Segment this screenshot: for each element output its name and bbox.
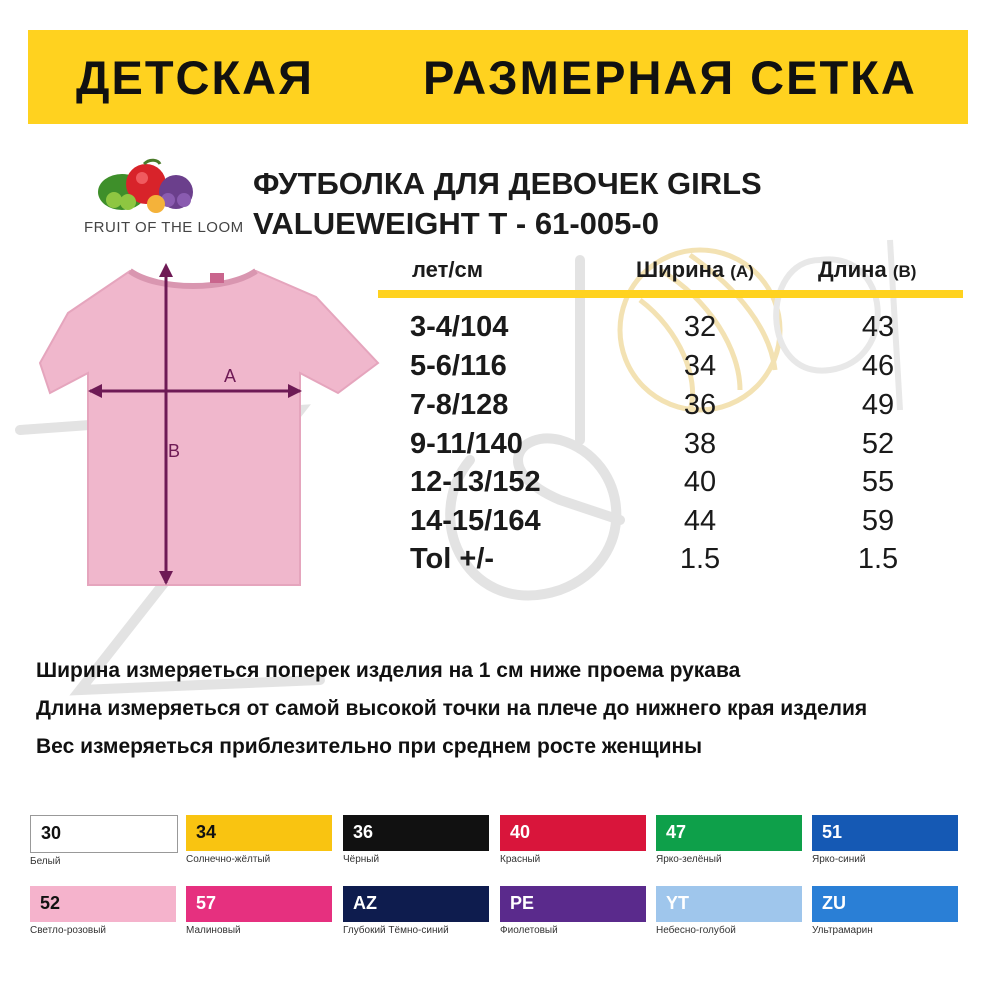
size-cell: 5-6/116 xyxy=(410,350,507,382)
color-name: Ультрамарин xyxy=(812,925,873,936)
table-row xyxy=(0,543,1000,581)
color-swatch xyxy=(812,815,960,865)
brand-logo-text: FRUIT OF THE LOOM xyxy=(84,219,244,236)
measurement-notes xyxy=(36,652,867,766)
column-header-width-label: Ширина xyxy=(636,257,725,282)
color-code: PE xyxy=(510,893,535,913)
table-row xyxy=(0,311,1000,349)
fruit-logo-icon xyxy=(84,156,218,216)
column-header-length-label: Длина xyxy=(818,257,887,282)
width-cell: 1.5 xyxy=(679,543,721,575)
color-swatch xyxy=(186,886,334,936)
color-name: Чёрный xyxy=(343,854,380,865)
color-swatch xyxy=(812,886,960,936)
column-header-length-unit: (B) xyxy=(892,262,917,281)
size-cell: Tol +/- xyxy=(410,543,495,575)
size-cell: 7-8/128 xyxy=(410,389,509,421)
color-swatch-box xyxy=(812,815,958,851)
color-name: Ярко-синий xyxy=(812,854,866,865)
width-cell: 34 xyxy=(683,350,717,382)
color-swatch xyxy=(500,815,648,865)
note-weight: Вес измеряеться приблезительно при среднем росте женщины xyxy=(36,735,703,758)
color-name: Красный xyxy=(500,854,541,865)
size-cell: 3-4/104 xyxy=(410,311,509,343)
size-cell: 14-15/164 xyxy=(410,505,541,537)
color-name: Солнечно-жёлтый xyxy=(186,854,271,865)
color-code: AZ xyxy=(353,893,377,913)
color-swatch-box xyxy=(343,886,489,922)
color-swatch xyxy=(343,886,491,936)
color-code: ZU xyxy=(822,893,846,913)
size-cell: 9-11/140 xyxy=(410,428,523,460)
color-name: Белый xyxy=(30,856,61,867)
length-cell: 59 xyxy=(861,505,895,537)
color-code: 36 xyxy=(353,822,374,842)
color-name: Фиолетовый xyxy=(500,925,558,936)
length-cell: 52 xyxy=(861,428,895,460)
color-code: 52 xyxy=(40,893,61,913)
color-swatch-box xyxy=(186,886,332,922)
color-name: Небесно-голубой xyxy=(656,925,736,936)
diagram-label-b: B xyxy=(168,441,181,461)
diagram-label-a: A xyxy=(224,366,237,386)
length-cell: 46 xyxy=(861,350,895,382)
color-swatch xyxy=(30,815,178,867)
color-swatch-box xyxy=(30,886,176,922)
width-cell: 38 xyxy=(683,428,717,460)
width-cell: 36 xyxy=(683,389,717,421)
color-name: Светло-розовый xyxy=(30,925,106,936)
width-cell: 40 xyxy=(683,466,717,498)
color-swatch xyxy=(500,886,648,936)
color-swatch-box xyxy=(500,886,646,922)
length-cell: 1.5 xyxy=(857,543,899,575)
color-swatch-box xyxy=(656,886,802,922)
color-swatch-box xyxy=(812,886,958,922)
width-cell: 44 xyxy=(683,505,717,537)
column-header-length xyxy=(818,257,916,283)
column-header-age: лет/см xyxy=(412,257,484,282)
color-name: Глубокий Тёмно-синий xyxy=(343,925,449,936)
color-code: 34 xyxy=(196,822,217,842)
color-name: Ярко-зелёный xyxy=(656,854,722,865)
color-swatch xyxy=(656,815,804,865)
note-width: Ширина измеряеться поперек изделия на 1 см ниже проема рукава xyxy=(36,659,741,682)
header-banner xyxy=(28,30,968,124)
color-code: 47 xyxy=(666,822,687,842)
length-cell: 43 xyxy=(861,311,895,343)
table-row xyxy=(0,466,1000,504)
color-swatch xyxy=(343,815,491,865)
color-swatch xyxy=(656,886,804,936)
color-swatch-box xyxy=(186,815,332,851)
product-title-line1: ФУТБОЛКА ДЛЯ ДЕВОЧЕК GIRLS xyxy=(253,166,762,201)
product-title-line2: VALUEWEIGHT T - 61-005-0 xyxy=(253,206,659,241)
table-row xyxy=(0,350,1000,388)
length-cell: 49 xyxy=(861,389,895,421)
color-code: 30 xyxy=(41,823,62,843)
color-code: 57 xyxy=(196,893,217,913)
table-row xyxy=(0,505,1000,543)
header-underline xyxy=(378,290,963,298)
banner-title-right: РАЗМЕРНАЯ СЕТКА xyxy=(423,51,917,104)
color-swatch xyxy=(30,886,178,936)
color-code: 40 xyxy=(510,822,531,842)
color-swatch-box xyxy=(343,815,489,851)
column-header-width-unit: (A) xyxy=(730,262,754,281)
table-row xyxy=(0,389,1000,427)
color-swatch-box xyxy=(500,815,646,851)
color-swatch xyxy=(186,815,334,865)
color-swatch-box xyxy=(30,815,178,853)
column-header-width xyxy=(636,257,754,283)
color-swatch-box xyxy=(656,815,802,851)
color-code: YT xyxy=(666,893,690,913)
color-code: 51 xyxy=(822,822,843,842)
length-cell: 55 xyxy=(861,466,895,498)
note-length: Длина измеряеться от самой высокой точки на плече до нижнего края изделия xyxy=(36,697,868,720)
width-cell: 32 xyxy=(683,311,717,343)
banner-title-left: ДЕТСКАЯ xyxy=(76,51,314,104)
color-name: Малиновый xyxy=(186,925,241,936)
table-row xyxy=(0,428,1000,466)
size-cell: 12-13/152 xyxy=(410,466,541,498)
